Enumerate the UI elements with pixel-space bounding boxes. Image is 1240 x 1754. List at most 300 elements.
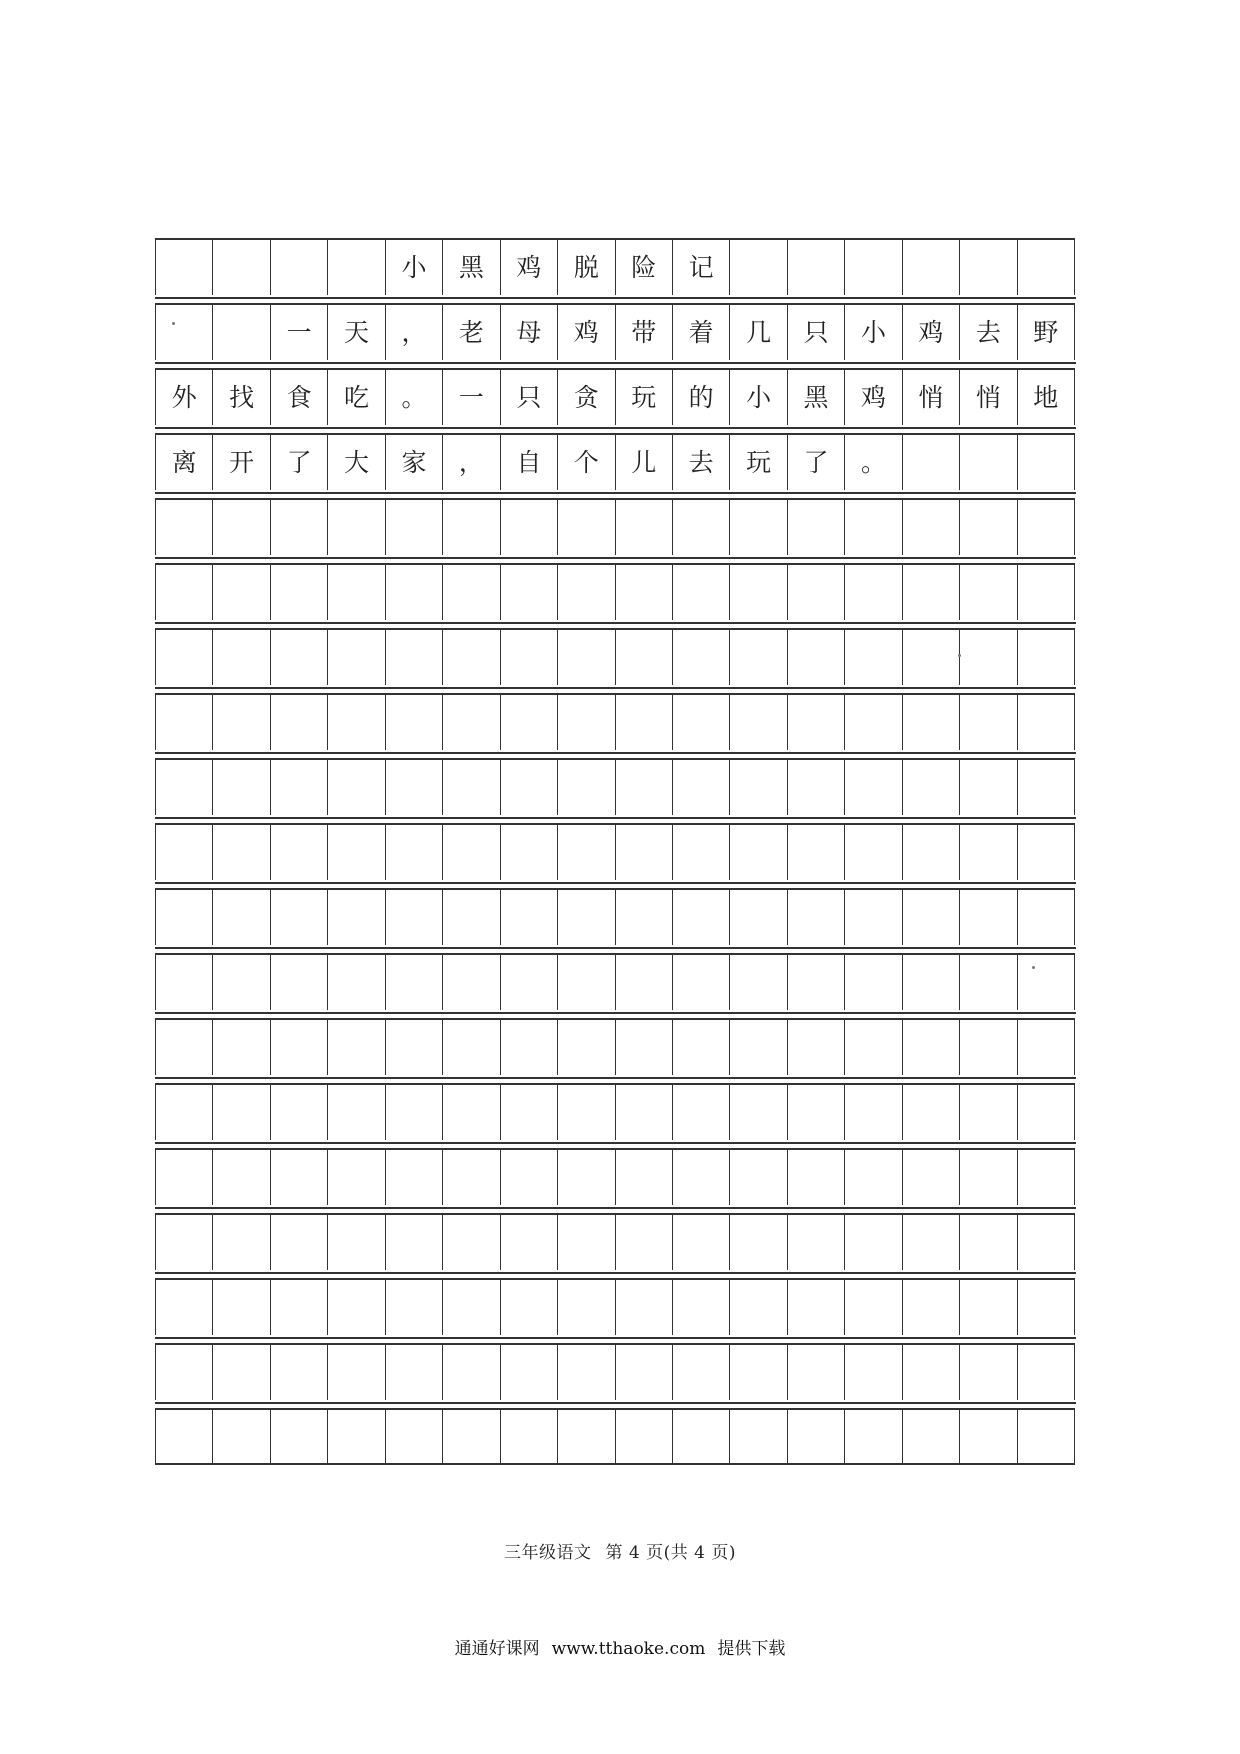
- grid-cell[interactable]: [788, 825, 845, 880]
- grid-cell[interactable]: 儿: [616, 435, 673, 490]
- grid-cell[interactable]: [960, 1345, 1017, 1400]
- grid-cell[interactable]: [1018, 825, 1075, 880]
- grid-cell[interactable]: [788, 695, 845, 750]
- grid-cell[interactable]: [501, 500, 558, 555]
- grid-cell[interactable]: [960, 1215, 1017, 1270]
- grid-cell[interactable]: [558, 955, 615, 1010]
- grid-cell[interactable]: [673, 565, 730, 620]
- grid-cell[interactable]: [271, 500, 328, 555]
- grid-cell[interactable]: 几: [730, 305, 787, 360]
- grid-cell[interactable]: [443, 695, 500, 750]
- grid-cell[interactable]: [156, 565, 213, 620]
- grid-cell[interactable]: [1018, 955, 1075, 1010]
- grid-cell[interactable]: [558, 760, 615, 815]
- grid-cell[interactable]: [845, 1345, 902, 1400]
- grid-cell[interactable]: [271, 1215, 328, 1270]
- grid-cell[interactable]: [1018, 1020, 1075, 1075]
- grid-cell[interactable]: [501, 955, 558, 1010]
- grid-cell[interactable]: [443, 1410, 500, 1463]
- grid-cell[interactable]: [903, 825, 960, 880]
- grid-cell[interactable]: [616, 500, 673, 555]
- grid-cell[interactable]: 吃: [328, 370, 385, 425]
- grid-cell[interactable]: [558, 1280, 615, 1335]
- grid-cell[interactable]: [1018, 435, 1075, 490]
- grid-cell[interactable]: [845, 1020, 902, 1075]
- grid-cell[interactable]: [903, 435, 960, 490]
- grid-cell[interactable]: [960, 500, 1017, 555]
- grid-cell[interactable]: [501, 565, 558, 620]
- grid-cell[interactable]: [156, 825, 213, 880]
- grid-cell[interactable]: 一: [443, 370, 500, 425]
- grid-cell[interactable]: 母: [501, 305, 558, 360]
- source-url[interactable]: www.tthaoke.com: [551, 1639, 706, 1659]
- grid-cell[interactable]: [156, 695, 213, 750]
- grid-cell[interactable]: [443, 1215, 500, 1270]
- grid-cell[interactable]: [788, 1410, 845, 1463]
- grid-cell[interactable]: [960, 1020, 1017, 1075]
- grid-cell[interactable]: [443, 630, 500, 685]
- grid-cell[interactable]: [328, 760, 385, 815]
- grid-cell[interactable]: [1018, 695, 1075, 750]
- grid-cell[interactable]: 着: [673, 305, 730, 360]
- grid-cell[interactable]: [616, 1020, 673, 1075]
- grid-cell[interactable]: [156, 1150, 213, 1205]
- grid-cell[interactable]: [845, 1085, 902, 1140]
- grid-cell[interactable]: [730, 1410, 787, 1463]
- grid-cell[interactable]: [443, 1345, 500, 1400]
- grid-cell[interactable]: [156, 1215, 213, 1270]
- grid-cell[interactable]: [1018, 1345, 1075, 1400]
- grid-cell[interactable]: [1018, 240, 1075, 295]
- grid-cell[interactable]: [673, 695, 730, 750]
- grid-cell[interactable]: [328, 1150, 385, 1205]
- grid-cell[interactable]: [903, 695, 960, 750]
- grid-cell[interactable]: [386, 890, 443, 945]
- grid-cell[interactable]: [845, 565, 902, 620]
- grid-cell[interactable]: 记: [673, 240, 730, 295]
- grid-cell[interactable]: [960, 1280, 1017, 1335]
- grid-cell[interactable]: [673, 890, 730, 945]
- grid-cell[interactable]: [501, 825, 558, 880]
- grid-cell[interactable]: [213, 1150, 270, 1205]
- grid-cell[interactable]: [156, 1020, 213, 1075]
- grid-cell[interactable]: [960, 955, 1017, 1010]
- grid-cell[interactable]: 天: [328, 305, 385, 360]
- grid-cell[interactable]: [1018, 1280, 1075, 1335]
- grid-cell[interactable]: 玩: [730, 435, 787, 490]
- grid-cell[interactable]: 去: [673, 435, 730, 490]
- grid-cell[interactable]: [730, 1280, 787, 1335]
- grid-cell[interactable]: [845, 500, 902, 555]
- grid-cell[interactable]: [386, 1410, 443, 1463]
- grid-cell[interactable]: [730, 1085, 787, 1140]
- grid-cell[interactable]: [386, 565, 443, 620]
- grid-cell[interactable]: 家: [386, 435, 443, 490]
- grid-cell[interactable]: [386, 1345, 443, 1400]
- grid-cell[interactable]: [616, 1345, 673, 1400]
- grid-cell[interactable]: [903, 565, 960, 620]
- grid-cell[interactable]: [271, 1085, 328, 1140]
- grid-cell[interactable]: 玩: [616, 370, 673, 425]
- grid-cell[interactable]: [558, 1150, 615, 1205]
- grid-cell[interactable]: [501, 1410, 558, 1463]
- grid-cell[interactable]: [501, 630, 558, 685]
- grid-cell[interactable]: [443, 1085, 500, 1140]
- grid-cell[interactable]: [730, 955, 787, 1010]
- grid-cell[interactable]: [213, 695, 270, 750]
- grid-cell[interactable]: [501, 890, 558, 945]
- grid-cell[interactable]: [328, 1085, 385, 1140]
- grid-cell[interactable]: [788, 890, 845, 945]
- grid-cell[interactable]: 去: [960, 305, 1017, 360]
- grid-cell[interactable]: [328, 240, 385, 295]
- grid-cell[interactable]: [558, 565, 615, 620]
- grid-cell[interactable]: [730, 890, 787, 945]
- grid-cell[interactable]: [616, 825, 673, 880]
- grid-cell[interactable]: [501, 1150, 558, 1205]
- grid-cell[interactable]: [903, 500, 960, 555]
- grid-cell[interactable]: [788, 565, 845, 620]
- grid-cell[interactable]: [213, 500, 270, 555]
- grid-cell[interactable]: 。: [845, 435, 902, 490]
- grid-cell[interactable]: [501, 1020, 558, 1075]
- grid-cell[interactable]: 只: [788, 305, 845, 360]
- grid-cell[interactable]: [903, 1150, 960, 1205]
- grid-cell[interactable]: [903, 1345, 960, 1400]
- grid-cell[interactable]: [730, 1150, 787, 1205]
- grid-cell[interactable]: [730, 500, 787, 555]
- grid-cell[interactable]: 小: [845, 305, 902, 360]
- grid-cell[interactable]: [616, 890, 673, 945]
- grid-cell[interactable]: [271, 1150, 328, 1205]
- grid-cell[interactable]: [501, 760, 558, 815]
- grid-cell[interactable]: [903, 760, 960, 815]
- grid-cell[interactable]: 脱: [558, 240, 615, 295]
- grid-cell[interactable]: [558, 1345, 615, 1400]
- grid-cell[interactable]: [730, 1020, 787, 1075]
- grid-cell[interactable]: 贪: [558, 370, 615, 425]
- grid-cell[interactable]: 离: [156, 435, 213, 490]
- grid-cell[interactable]: [443, 955, 500, 1010]
- grid-cell[interactable]: [328, 1345, 385, 1400]
- grid-cell[interactable]: [271, 695, 328, 750]
- grid-cell[interactable]: [673, 1410, 730, 1463]
- grid-cell[interactable]: [960, 1150, 1017, 1205]
- grid-cell[interactable]: [960, 825, 1017, 880]
- grid-cell[interactable]: [156, 1345, 213, 1400]
- grid-cell[interactable]: [845, 760, 902, 815]
- grid-cell[interactable]: [328, 500, 385, 555]
- grid-cell[interactable]: [213, 630, 270, 685]
- grid-cell[interactable]: [386, 1085, 443, 1140]
- grid-cell[interactable]: [730, 240, 787, 295]
- grid-cell[interactable]: [443, 825, 500, 880]
- grid-cell[interactable]: [788, 1150, 845, 1205]
- grid-cell[interactable]: [616, 1085, 673, 1140]
- grid-cell[interactable]: [558, 1085, 615, 1140]
- grid-cell[interactable]: [673, 1150, 730, 1205]
- grid-cell[interactable]: 带: [616, 305, 673, 360]
- grid-cell[interactable]: [271, 1020, 328, 1075]
- grid-cell[interactable]: 的: [673, 370, 730, 425]
- grid-cell[interactable]: [845, 1150, 902, 1205]
- grid-cell[interactable]: 黑: [788, 370, 845, 425]
- grid-cell[interactable]: 悄: [960, 370, 1017, 425]
- grid-cell[interactable]: [328, 1215, 385, 1270]
- grid-cell[interactable]: [558, 1215, 615, 1270]
- grid-cell[interactable]: [271, 240, 328, 295]
- grid-cell[interactable]: [271, 1280, 328, 1335]
- grid-cell[interactable]: 食: [271, 370, 328, 425]
- grid-cell[interactable]: [1018, 1215, 1075, 1270]
- grid-cell[interactable]: [443, 565, 500, 620]
- grid-cell[interactable]: [501, 1085, 558, 1140]
- grid-cell[interactable]: [960, 1085, 1017, 1140]
- grid-cell[interactable]: [328, 1280, 385, 1335]
- grid-cell[interactable]: [616, 1410, 673, 1463]
- grid-cell[interactable]: [271, 630, 328, 685]
- grid-cell[interactable]: [156, 500, 213, 555]
- grid-cell[interactable]: [845, 240, 902, 295]
- grid-cell[interactable]: [845, 825, 902, 880]
- grid-cell[interactable]: [730, 1215, 787, 1270]
- grid-cell[interactable]: [1018, 760, 1075, 815]
- grid-cell[interactable]: [1018, 630, 1075, 685]
- grid-cell[interactable]: [271, 955, 328, 1010]
- grid-cell[interactable]: [156, 1410, 213, 1463]
- grid-cell[interactable]: [616, 1150, 673, 1205]
- grid-cell[interactable]: [443, 500, 500, 555]
- grid-cell[interactable]: [386, 1150, 443, 1205]
- grid-cell[interactable]: [501, 1215, 558, 1270]
- grid-cell[interactable]: [903, 1020, 960, 1075]
- grid-cell[interactable]: [903, 1280, 960, 1335]
- grid-cell[interactable]: [788, 630, 845, 685]
- grid-cell[interactable]: [443, 1020, 500, 1075]
- grid-cell[interactable]: 地: [1018, 370, 1075, 425]
- grid-cell[interactable]: [903, 890, 960, 945]
- grid-cell[interactable]: [730, 760, 787, 815]
- grid-cell[interactable]: [1018, 565, 1075, 620]
- grid-cell[interactable]: [673, 825, 730, 880]
- grid-cell[interactable]: 了: [788, 435, 845, 490]
- grid-cell[interactable]: 。: [386, 370, 443, 425]
- grid-cell[interactable]: [213, 1085, 270, 1140]
- grid-cell[interactable]: [271, 825, 328, 880]
- grid-cell[interactable]: [845, 1280, 902, 1335]
- grid-cell[interactable]: [903, 1410, 960, 1463]
- grid-cell[interactable]: [386, 1020, 443, 1075]
- grid-cell[interactable]: [903, 1085, 960, 1140]
- grid-cell[interactable]: [213, 240, 270, 295]
- grid-cell[interactable]: [156, 1280, 213, 1335]
- grid-cell[interactable]: [328, 1020, 385, 1075]
- grid-cell[interactable]: [960, 435, 1017, 490]
- grid-cell[interactable]: [156, 630, 213, 685]
- grid-cell[interactable]: [788, 1085, 845, 1140]
- grid-cell[interactable]: [558, 890, 615, 945]
- grid-cell[interactable]: [903, 955, 960, 1010]
- grid-cell[interactable]: 悄: [903, 370, 960, 425]
- grid-cell[interactable]: [1018, 890, 1075, 945]
- grid-cell[interactable]: [213, 890, 270, 945]
- grid-cell[interactable]: [788, 1215, 845, 1270]
- grid-cell[interactable]: [386, 630, 443, 685]
- grid-cell[interactable]: [673, 630, 730, 685]
- grid-cell[interactable]: [271, 1410, 328, 1463]
- grid-cell[interactable]: [960, 760, 1017, 815]
- grid-cell[interactable]: [960, 890, 1017, 945]
- grid-cell[interactable]: [386, 1280, 443, 1335]
- grid-cell[interactable]: [558, 695, 615, 750]
- grid-cell[interactable]: 黑: [443, 240, 500, 295]
- grid-cell[interactable]: [673, 1215, 730, 1270]
- grid-cell[interactable]: 鸡: [903, 305, 960, 360]
- grid-cell[interactable]: [788, 760, 845, 815]
- grid-cell[interactable]: 自: [501, 435, 558, 490]
- grid-cell[interactable]: [443, 1280, 500, 1335]
- grid-cell[interactable]: [788, 1280, 845, 1335]
- grid-cell[interactable]: [730, 1345, 787, 1400]
- grid-cell[interactable]: 鸡: [558, 305, 615, 360]
- grid-cell[interactable]: [558, 630, 615, 685]
- grid-cell[interactable]: [788, 1345, 845, 1400]
- grid-cell[interactable]: [386, 695, 443, 750]
- grid-cell[interactable]: [328, 825, 385, 880]
- grid-cell[interactable]: 找: [213, 370, 270, 425]
- grid-cell[interactable]: [730, 825, 787, 880]
- grid-cell[interactable]: 大: [328, 435, 385, 490]
- grid-cell[interactable]: [443, 760, 500, 815]
- grid-cell[interactable]: [960, 1410, 1017, 1463]
- grid-cell[interactable]: [501, 1345, 558, 1400]
- grid-cell[interactable]: [156, 760, 213, 815]
- grid-cell[interactable]: [156, 955, 213, 1010]
- grid-cell[interactable]: [616, 955, 673, 1010]
- grid-cell[interactable]: [960, 240, 1017, 295]
- grid-cell[interactable]: [673, 955, 730, 1010]
- grid-cell[interactable]: 小: [386, 240, 443, 295]
- grid-cell[interactable]: [616, 760, 673, 815]
- grid-cell[interactable]: [616, 695, 673, 750]
- grid-cell[interactable]: [213, 305, 270, 360]
- grid-cell[interactable]: [213, 1410, 270, 1463]
- grid-cell[interactable]: [673, 1280, 730, 1335]
- grid-cell[interactable]: [213, 1345, 270, 1400]
- grid-cell[interactable]: [960, 565, 1017, 620]
- grid-cell[interactable]: [903, 240, 960, 295]
- grid-cell[interactable]: [558, 500, 615, 555]
- grid-cell[interactable]: [673, 500, 730, 555]
- grid-cell[interactable]: [386, 825, 443, 880]
- grid-cell[interactable]: [501, 1280, 558, 1335]
- grid-cell[interactable]: [443, 890, 500, 945]
- grid-cell[interactable]: [328, 890, 385, 945]
- grid-cell[interactable]: [1018, 1085, 1075, 1140]
- grid-cell[interactable]: [386, 760, 443, 815]
- grid-cell[interactable]: ，: [443, 435, 500, 490]
- grid-cell[interactable]: 鸡: [501, 240, 558, 295]
- grid-cell[interactable]: 一: [271, 305, 328, 360]
- grid-cell[interactable]: [1018, 500, 1075, 555]
- grid-cell[interactable]: [845, 955, 902, 1010]
- grid-cell[interactable]: [673, 1085, 730, 1140]
- grid-cell[interactable]: [845, 630, 902, 685]
- grid-cell[interactable]: [501, 695, 558, 750]
- grid-cell[interactable]: 鸡: [845, 370, 902, 425]
- grid-cell[interactable]: 了: [271, 435, 328, 490]
- grid-cell[interactable]: [156, 890, 213, 945]
- grid-cell[interactable]: [845, 1215, 902, 1270]
- grid-cell[interactable]: [903, 630, 960, 685]
- grid-cell[interactable]: [788, 1020, 845, 1075]
- grid-cell[interactable]: [271, 565, 328, 620]
- grid-cell[interactable]: [271, 890, 328, 945]
- grid-cell[interactable]: [788, 500, 845, 555]
- grid-cell[interactable]: [328, 955, 385, 1010]
- grid-cell[interactable]: [730, 565, 787, 620]
- grid-cell[interactable]: 险: [616, 240, 673, 295]
- grid-cell[interactable]: [1018, 1150, 1075, 1205]
- grid-cell[interactable]: [673, 1020, 730, 1075]
- grid-cell[interactable]: [1018, 1410, 1075, 1463]
- grid-cell[interactable]: [616, 1215, 673, 1270]
- grid-cell[interactable]: [558, 1020, 615, 1075]
- grid-cell[interactable]: [616, 630, 673, 685]
- grid-cell[interactable]: [213, 825, 270, 880]
- grid-cell[interactable]: [386, 955, 443, 1010]
- grid-cell[interactable]: [328, 695, 385, 750]
- grid-cell[interactable]: [156, 240, 213, 295]
- grid-cell[interactable]: 只: [501, 370, 558, 425]
- grid-cell[interactable]: [213, 1215, 270, 1270]
- grid-cell[interactable]: [558, 1410, 615, 1463]
- grid-cell[interactable]: [845, 695, 902, 750]
- grid-cell[interactable]: [616, 565, 673, 620]
- grid-cell[interactable]: [616, 1280, 673, 1335]
- grid-cell[interactable]: [328, 565, 385, 620]
- grid-cell[interactable]: [788, 955, 845, 1010]
- grid-cell[interactable]: [386, 500, 443, 555]
- grid-cell[interactable]: [213, 1020, 270, 1075]
- grid-cell[interactable]: [213, 955, 270, 1010]
- grid-cell[interactable]: [730, 630, 787, 685]
- grid-cell[interactable]: 野: [1018, 305, 1075, 360]
- grid-cell[interactable]: [271, 1345, 328, 1400]
- grid-cell[interactable]: [845, 1410, 902, 1463]
- grid-cell[interactable]: [673, 1345, 730, 1400]
- grid-cell[interactable]: [960, 630, 1017, 685]
- grid-cell[interactable]: 个: [558, 435, 615, 490]
- grid-cell[interactable]: [271, 760, 328, 815]
- grid-cell[interactable]: [156, 305, 213, 360]
- grid-cell[interactable]: [960, 695, 1017, 750]
- grid-cell[interactable]: [213, 1280, 270, 1335]
- grid-cell[interactable]: [845, 890, 902, 945]
- grid-cell[interactable]: [673, 760, 730, 815]
- grid-cell[interactable]: 老: [443, 305, 500, 360]
- grid-cell[interactable]: 开: [213, 435, 270, 490]
- grid-cell[interactable]: [213, 565, 270, 620]
- grid-cell[interactable]: [328, 1410, 385, 1463]
- grid-cell[interactable]: ，: [386, 305, 443, 360]
- grid-cell[interactable]: 外: [156, 370, 213, 425]
- grid-cell[interactable]: [328, 630, 385, 685]
- grid-cell[interactable]: [156, 1085, 213, 1140]
- grid-cell[interactable]: [788, 240, 845, 295]
- grid-cell[interactable]: [558, 825, 615, 880]
- grid-cell[interactable]: [903, 1215, 960, 1270]
